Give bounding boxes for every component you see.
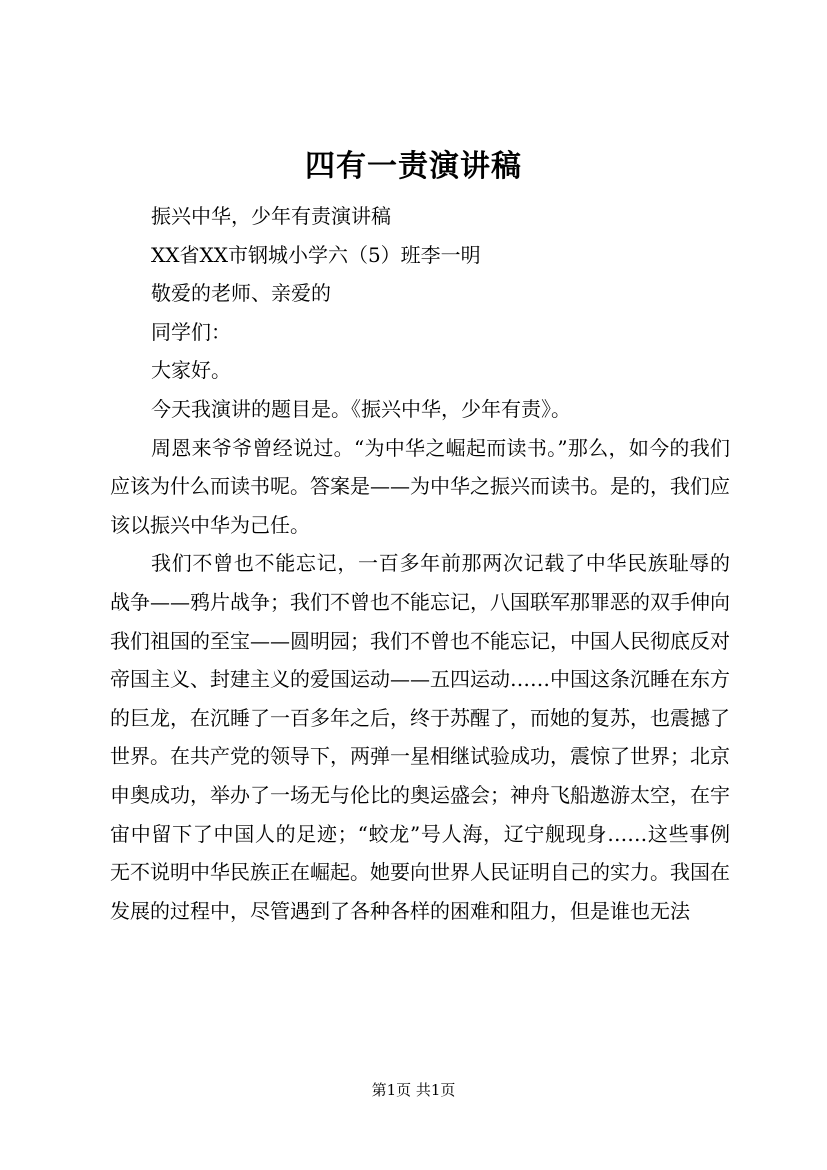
document-title: 四有一责演讲稿 (305, 149, 522, 184)
document-body (110, 197, 730, 930)
page-footer: 第1页 共1页 (371, 1081, 456, 1099)
paragraph-salutation-1: 敬爱的老师、亲爱的 (151, 281, 331, 306)
paragraph-subtitle: 振兴中华，少年有责演讲稿 (151, 204, 391, 228)
paragraph-quote: 周恩来爷爷曾经说过。“为中华之崛起而读书。”那么，如今的我们应该为什么而读书呢。答案是——为中华之振兴而读书。是的，我们应该以振兴中华为己任。 (110, 435, 730, 537)
paragraph-topic: 今天我演讲的题目是。《振兴中华，少年有责》。 (151, 396, 571, 421)
paragraph-history: 我们不曾也不能忘记，一百多年前那两次记载了中华民族耻辱的战争——鸦片战争；我们不曾也不能忘记，八国联军那罪恶的双手伸向我们祖国的至宝——圆明园；我们不曾也不能忘记，中国人民彻底反对帝国主义、封建主义的爱国运动——五四运动……中国这条沉睡在东方的巨龙，在沉睡了一百多年之后，终于苏醒了，而她的复苏，也震撼了世界。在共产党的领导下，两弹一星相继试验成功，震惊了世界；北京申奥成功，举办了一场无与伦比的奥运盛会；神舟飞船遨游太空，在宇宙中留下了中国人的足迹；“蛟龙”号人海，辽宁舰现身……这些事例无不说明中华民族正在崛起。她要向世界人民证明自己的实力。我国在发展的过程中，尽管遇到了各种各样的困难和阻力，但是谁也无法 (110, 551, 730, 923)
paragraph-greeting: 大家好。 (151, 358, 231, 383)
paragraph-author: XX省XX市钢城小学六（5）班李一明 (151, 242, 481, 267)
paragraph-salutation-2: 同学们： (151, 319, 231, 344)
